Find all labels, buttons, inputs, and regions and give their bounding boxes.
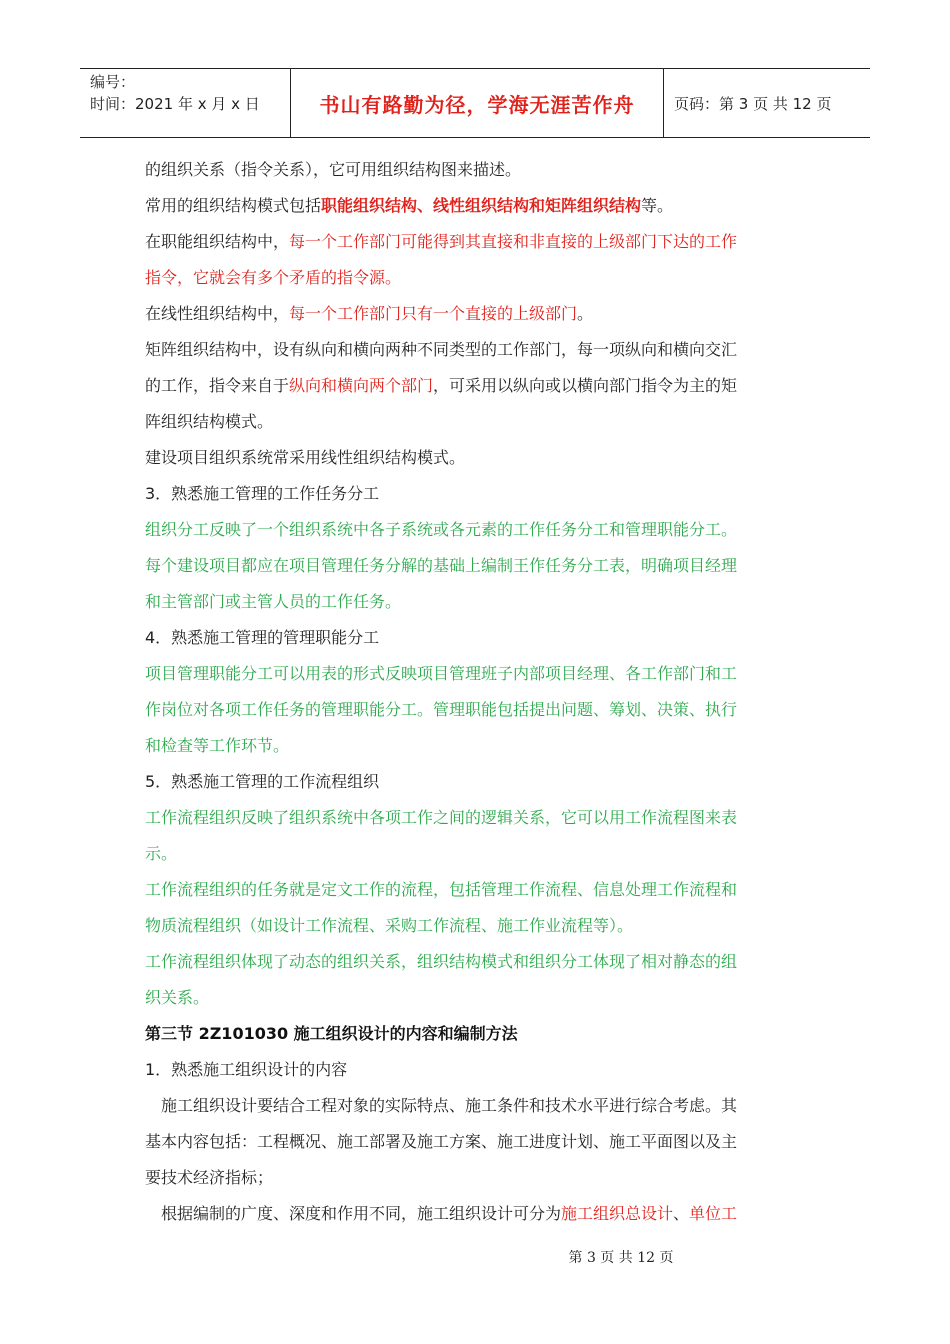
subheading: 3．熟悉施工管理的工作任务分工: [145, 484, 380, 503]
paragraph: 和检查等工作环节。: [145, 736, 290, 755]
motto-text: 书山有路勤为径，学海无涯苦作舟: [319, 92, 635, 117]
paragraph: 建设项目组织系统常采用线性组织结构模式。: [145, 448, 466, 467]
paragraph: [145, 368, 797, 404]
text-run: 常用的组织结构模式包括: [145, 196, 322, 215]
paragraph: 基本内容包括：工程概况、施工部署及施工方案、施工进度计划、施工平面图以及主: [145, 1132, 738, 1151]
paragraph: 示。: [145, 844, 178, 863]
document-body: [145, 152, 797, 1232]
paragraph: 矩阵组织结构中，设有纵向和横向两种不同类型的工作部门，每一项纵向和横向交汇: [145, 340, 738, 359]
text-run: 根据编制的广度、深度和作用不同，施工组织设计可分为: [161, 1204, 562, 1223]
paragraph: 工作流程组织的任务就是定文工作的流程，包括管理工作流程、信息处理工作流程和: [145, 880, 738, 899]
paragraph: 工作流程组织体现了动态的组织关系，组织结构模式和组织分工体现了相对静态的组: [145, 952, 738, 971]
paragraph: 施工组织设计要结合工程对象的实际特点、施工条件和技术水平进行综合考虑。其: [161, 1096, 738, 1115]
paragraph: 阵组织结构模式。: [145, 412, 274, 431]
page-footer: 第 3 页 共 12 页: [568, 1250, 674, 1266]
highlight-text: 每一个工作部门可能得到其直接和非直接的上级部门下达的工作: [289, 232, 738, 251]
highlight-text: 每一个工作部门只有一个直接的上级部门: [289, 304, 578, 323]
subheading: 5．熟悉施工管理的工作流程组织: [145, 772, 380, 791]
paragraph: 织关系。: [145, 988, 210, 1007]
paragraph: 的组织关系（指令关系），它可用组织结构图来描述。: [145, 160, 522, 179]
highlight-text: 职能组织结构、线性组织结构和矩阵组织结构: [321, 196, 642, 215]
paragraph: 和主管部门或主管人员的工作任务。: [145, 592, 402, 611]
paragraph: 要技术经济指标；: [145, 1168, 274, 1187]
text-run: ，可采用以纵向或以横向部门指令为主的矩: [433, 376, 738, 395]
paragraph: 组织分工反映了一个组织系统中各子系统或各元素的工作任务分工和管理职能分工。: [145, 520, 738, 539]
paragraph: 项目管理职能分工可以用表的形式反映项目管理班子内部项目经理、各工作部门和工: [145, 664, 738, 683]
highlight-text: 纵向和横向两个部门: [289, 376, 434, 395]
paragraph: [145, 224, 797, 260]
text-run: 、: [673, 1204, 690, 1223]
text-run: 。: [577, 304, 594, 323]
page-info-text: 页码：第 3 页 共 12 页: [674, 94, 832, 113]
doc-date: 时间：2021 年 x 月 x 日: [90, 95, 260, 113]
subheading: 4．熟悉施工管理的管理职能分工: [145, 628, 380, 647]
paragraph: 作岗位对各项工作任务的管理职能分工。管理职能包括提出问题、筹划、决策、执行: [145, 700, 738, 719]
text-run: 在职能组织结构中，: [145, 232, 290, 251]
text-run: 等。: [641, 196, 674, 215]
paragraph: 每个建设项目都应在项目管理任务分解的基础上编制王作任务分工表，明确项目经理: [145, 556, 738, 575]
paragraph: [145, 296, 797, 332]
doc-number: 编号：: [90, 73, 136, 91]
paragraph: [145, 188, 797, 224]
paragraph: 工作流程组织反映了组织系统中各项工作之间的逻辑关系，它可以用工作流程图来表: [145, 808, 738, 827]
paragraph: [145, 1196, 797, 1232]
header-motto: [291, 69, 664, 137]
text-run: 的工作，指令来自于: [145, 376, 290, 395]
page-header: [80, 68, 870, 138]
paragraph: 物质流程组织（如设计工作流程、采购工作流程、施工作业流程等）。: [145, 916, 634, 935]
header-page-info: [664, 69, 870, 137]
highlight-text: 施工组织总设计: [561, 1204, 674, 1223]
subheading: 1．熟悉施工组织设计的内容: [145, 1060, 348, 1079]
highlight-text: 单位工: [689, 1204, 738, 1223]
section-heading: 第三节 2Z101030 施工组织设计的内容和编制方法: [145, 1024, 518, 1043]
paragraph: 指令，它就会有多个矛盾的指令源。: [145, 268, 402, 287]
text-run: 在线性组织结构中，: [145, 304, 290, 323]
header-meta: [80, 69, 291, 137]
